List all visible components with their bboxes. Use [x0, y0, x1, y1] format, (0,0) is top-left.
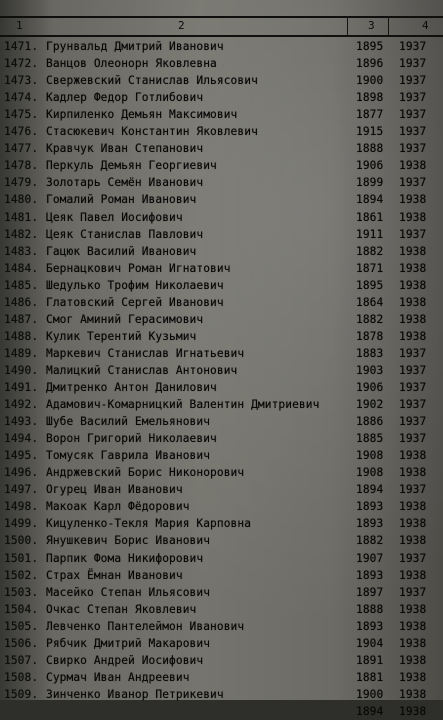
- birth-year: 1893: [356, 568, 384, 582]
- table-row: [0, 345, 443, 362]
- entry-number: 1500.: [4, 534, 39, 548]
- repression-year: 1938: [399, 466, 427, 480]
- birth-year: 1878: [356, 329, 384, 343]
- entry-number: 1486.: [4, 295, 39, 309]
- repression-year: 1937: [399, 125, 427, 139]
- table-row: [0, 362, 443, 379]
- table-row: [0, 703, 443, 720]
- table-row: [0, 191, 443, 208]
- table-row: [0, 464, 443, 481]
- entry-number: 1498.: [4, 500, 39, 514]
- birth-year: 1891: [356, 653, 384, 667]
- birth-year: 1895: [356, 40, 384, 53]
- birth-year: 1908: [356, 466, 384, 480]
- table-row: [0, 123, 443, 140]
- person-name: Бернацкович Роман Игнатович: [46, 261, 231, 275]
- table-row: [0, 618, 443, 635]
- table-row: [0, 174, 443, 191]
- repression-year: 1938: [399, 670, 427, 684]
- table-row: [0, 515, 443, 532]
- table-row: [0, 413, 443, 430]
- birth-year: 1908: [356, 449, 384, 463]
- entry-number: 1499.: [4, 517, 39, 531]
- entry-number: 1482.: [4, 227, 39, 241]
- table-row: [0, 89, 443, 106]
- person-name: Ванцов Олеонорн Яковлевна: [46, 57, 217, 71]
- person-name: Маркевич Станислав Игнатьевич: [46, 346, 245, 360]
- person-name: Свирко Андрей Иосифович: [46, 653, 204, 667]
- birth-year: 1893: [356, 619, 384, 633]
- birth-year: 1896: [356, 57, 384, 71]
- person-name: Макоак Карл Фёдорович: [46, 500, 190, 514]
- birth-year: 1915: [356, 125, 384, 139]
- entry-number: 1474.: [4, 91, 39, 105]
- repression-year: 1938: [399, 602, 427, 616]
- birth-year: 1900: [356, 687, 384, 701]
- table-row: [0, 532, 443, 549]
- birth-year: 1897: [356, 585, 384, 599]
- repression-year: 1938: [399, 210, 427, 224]
- table-row: [0, 243, 443, 260]
- table-row: [0, 669, 443, 686]
- person-name: Левченко Пантелеймон Иванович: [46, 619, 245, 633]
- birth-year: 1894: [356, 193, 384, 207]
- person-name: Ворон Григорий Николаевич: [46, 432, 217, 446]
- person-name: Страх Ёмнан Иванович: [46, 568, 183, 582]
- repression-year: 1937: [399, 108, 427, 122]
- repression-year: 1938: [399, 568, 427, 582]
- repression-year: 1938: [399, 329, 427, 343]
- person-name: Смог Аминий Герасимович: [46, 312, 204, 326]
- table-row: [0, 106, 443, 123]
- table-row: [0, 328, 443, 345]
- repression-year: 1937: [399, 551, 427, 565]
- repression-year: 1937: [399, 40, 427, 53]
- header-top-rule: [0, 16, 443, 18]
- person-name: Золотарь Семён Иванович: [46, 176, 204, 190]
- person-name: Перкуль Демьян Георгиевич: [46, 159, 217, 173]
- table-row: [0, 635, 443, 652]
- entry-number: 1475.: [4, 108, 39, 122]
- table-row: [0, 447, 443, 464]
- entry-number: 1478.: [4, 159, 39, 173]
- table-row: [0, 294, 443, 311]
- entry-number: 1477.: [4, 142, 39, 156]
- person-name: Рябчик Дмитрий Макарович: [46, 636, 211, 650]
- entry-number: 1488.: [4, 329, 39, 343]
- column-divider: [388, 16, 389, 37]
- birth-year: 1886: [356, 415, 384, 429]
- entry-number: 1497.: [4, 483, 39, 497]
- entry-number: 1480.: [4, 193, 39, 207]
- entry-number: 1490.: [4, 363, 39, 377]
- birth-year: 1906: [356, 381, 384, 394]
- table-row: [0, 379, 443, 396]
- entry-number: 1492.: [4, 398, 39, 412]
- table-row: [0, 481, 443, 498]
- birth-year: 1888: [356, 602, 384, 616]
- header-bottom-rule: [0, 35, 443, 37]
- entry-number: 1473.: [4, 74, 39, 88]
- birth-year: 1911: [356, 227, 384, 241]
- entry-number: 1494.: [4, 432, 39, 446]
- person-name: Парпик Фома Никифорович: [46, 551, 204, 565]
- repression-year: 1938: [399, 619, 427, 633]
- person-name: Цеяк Станислав Павлович: [46, 227, 204, 241]
- birth-year: 1898: [356, 91, 384, 105]
- entry-number: 1507.: [4, 653, 39, 667]
- entry-number: 1503.: [4, 585, 39, 599]
- birth-year: 1885: [356, 432, 384, 446]
- repression-year: 1938: [399, 653, 427, 667]
- table-row: [0, 72, 443, 89]
- birth-year: 1864: [356, 295, 384, 309]
- birth-year: 1902: [356, 398, 384, 412]
- person-name: Андржевский Борис Никонорович: [46, 466, 245, 480]
- table-row: [0, 396, 443, 413]
- person-name: Кицуленко-Текля Мария Карповна: [46, 517, 252, 531]
- birth-year: 1900: [356, 74, 384, 88]
- table-row: [0, 584, 443, 601]
- birth-year: 1899: [356, 176, 384, 190]
- repression-year: 1938: [399, 312, 427, 326]
- person-name: Глатовский Сергей Иванович: [46, 295, 224, 309]
- entry-number: 1508.: [4, 670, 39, 684]
- birth-year: 1882: [356, 534, 384, 548]
- person-name: Гомалий Роман Иванович: [46, 193, 197, 207]
- entry-number: 1479.: [4, 176, 39, 190]
- person-name: Цеяк Павел Иосифович: [46, 210, 183, 224]
- table-row: [0, 277, 443, 294]
- birth-year: 1871: [356, 261, 384, 275]
- repression-year: 1937: [399, 398, 427, 412]
- column-header-4: 4: [422, 19, 429, 32]
- entry-number: 1481.: [4, 210, 39, 224]
- person-name: Адамович-Комарницкий Валентин Дмитриевич: [46, 398, 320, 412]
- column-divider: [347, 16, 348, 37]
- repression-year: 1938: [399, 704, 427, 718]
- repression-year: 1937: [399, 227, 427, 241]
- repression-year: 1937: [399, 91, 427, 105]
- person-name: Очкас Степан Яковлевич: [46, 602, 197, 616]
- birth-year: 1888: [356, 142, 384, 156]
- repression-year: 1937: [399, 346, 427, 360]
- entry-number: 1476.: [4, 125, 39, 139]
- entry-number: 1501.: [4, 551, 39, 565]
- person-name: Зинченко Иванор Петрикевич: [46, 687, 224, 701]
- table-row: [0, 209, 443, 226]
- person-name: Гацюк Василий Иванович: [46, 244, 197, 258]
- person-name: Сурмач Иван Андреевич: [46, 670, 190, 684]
- repression-year: 1938: [399, 193, 427, 207]
- table-row: [0, 686, 443, 703]
- person-name: Огурец Иван Иванович: [46, 483, 183, 497]
- entry-number: 1504.: [4, 602, 39, 616]
- person-name: Масейко Степан Ильясович: [46, 585, 211, 599]
- repression-year: 1938: [399, 244, 427, 258]
- birth-year: 1882: [356, 244, 384, 258]
- entry-number: 1472.: [4, 57, 39, 71]
- birth-year: 1861: [356, 210, 384, 224]
- birth-year: 1894: [356, 704, 384, 718]
- table-row: [0, 550, 443, 567]
- repression-year: 1937: [399, 381, 427, 394]
- repression-year: 1938: [399, 278, 427, 292]
- entry-number: 1509.: [4, 687, 39, 701]
- entry-number: 1487.: [4, 312, 39, 326]
- birth-year: 1903: [356, 363, 384, 377]
- birth-year: 1881: [356, 670, 384, 684]
- birth-year: 1907: [356, 551, 384, 565]
- person-name: Томусяк Гаврила Иванович: [46, 449, 211, 463]
- repression-year: 1938: [399, 687, 427, 701]
- table-row: [0, 567, 443, 584]
- entry-number: 1484.: [4, 261, 39, 275]
- entry-number: 1471.: [4, 40, 39, 53]
- person-name: Стасюкевич Константин Яковлевич: [46, 125, 258, 139]
- person-name: Кирпиленко Демьян Максимович: [46, 108, 238, 122]
- birth-year: 1882: [356, 312, 384, 326]
- entry-number: 1505.: [4, 619, 39, 633]
- person-name: Свержевский Станислав Ильясович: [46, 74, 258, 88]
- birth-year: 1895: [356, 278, 384, 292]
- entry-number: 1496.: [4, 466, 39, 480]
- entry-number: 1502.: [4, 568, 39, 582]
- repression-year: 1937: [399, 176, 427, 190]
- entry-number: 1506.: [4, 636, 39, 650]
- entry-number: 1491.: [4, 381, 39, 394]
- table-row: [0, 157, 443, 174]
- repression-year: 1937: [399, 142, 427, 156]
- birth-year: 1893: [356, 517, 384, 531]
- table-row: [0, 311, 443, 328]
- birth-year: 1894: [356, 483, 384, 497]
- repression-year: 1937: [399, 432, 427, 446]
- table-row: [0, 140, 443, 157]
- repression-year: 1937: [399, 585, 427, 599]
- repression-year: 1937: [399, 483, 427, 497]
- table-row: [0, 652, 443, 669]
- entry-number: 1483.: [4, 244, 39, 258]
- table-row: [0, 430, 443, 447]
- repression-year: 1938: [399, 261, 427, 275]
- entry-number: 1495.: [4, 449, 39, 463]
- repression-year: 1937: [399, 74, 427, 88]
- repression-year: 1937: [399, 57, 427, 71]
- repression-year: 1938: [399, 500, 427, 514]
- repression-year: 1937: [399, 415, 427, 429]
- repression-year: 1937: [399, 363, 427, 377]
- person-name: Шубе Василий Емельянович: [46, 415, 211, 429]
- birth-year: 1906: [356, 159, 384, 173]
- repression-year: 1938: [399, 295, 427, 309]
- person-name: Шедулько Трофим Николаевич: [46, 278, 224, 292]
- table-row: [0, 55, 443, 72]
- person-name: Кулик Терентий Кузьмич: [46, 329, 197, 343]
- repression-year: 1938: [399, 517, 427, 531]
- entry-number: 1493.: [4, 415, 39, 429]
- birth-year: 1883: [356, 346, 384, 360]
- table-row: [0, 226, 443, 243]
- entry-number: 1489.: [4, 346, 39, 360]
- table-row: [0, 260, 443, 277]
- person-name: Кравчук Иван Степанович: [46, 142, 204, 156]
- birth-year: 1877: [356, 108, 384, 122]
- column-header-1: 1: [16, 19, 23, 32]
- repression-year: 1938: [399, 159, 427, 173]
- table-row: [0, 601, 443, 618]
- table-row: [0, 498, 443, 515]
- column-header-3: 3: [368, 19, 375, 32]
- person-name: Янушкевич Борис Иванович: [46, 534, 211, 548]
- entry-number: 1485.: [4, 278, 39, 292]
- person-name: Грунвальд Дмитрий Иванович: [46, 40, 224, 53]
- person-name: Кадлер Федор Готлибович: [46, 91, 204, 105]
- repression-year: 1938: [399, 449, 427, 463]
- repression-year: 1938: [399, 636, 427, 650]
- repression-year: 1938: [399, 534, 427, 548]
- birth-year: 1904: [356, 636, 384, 650]
- column-header-2: 2: [178, 19, 185, 32]
- person-name: Дмитренко Антон Данилович: [46, 381, 217, 394]
- table-row: [0, 38, 443, 55]
- birth-year: 1893: [356, 500, 384, 514]
- person-name: Малицкий Станислав Антонович: [46, 363, 238, 377]
